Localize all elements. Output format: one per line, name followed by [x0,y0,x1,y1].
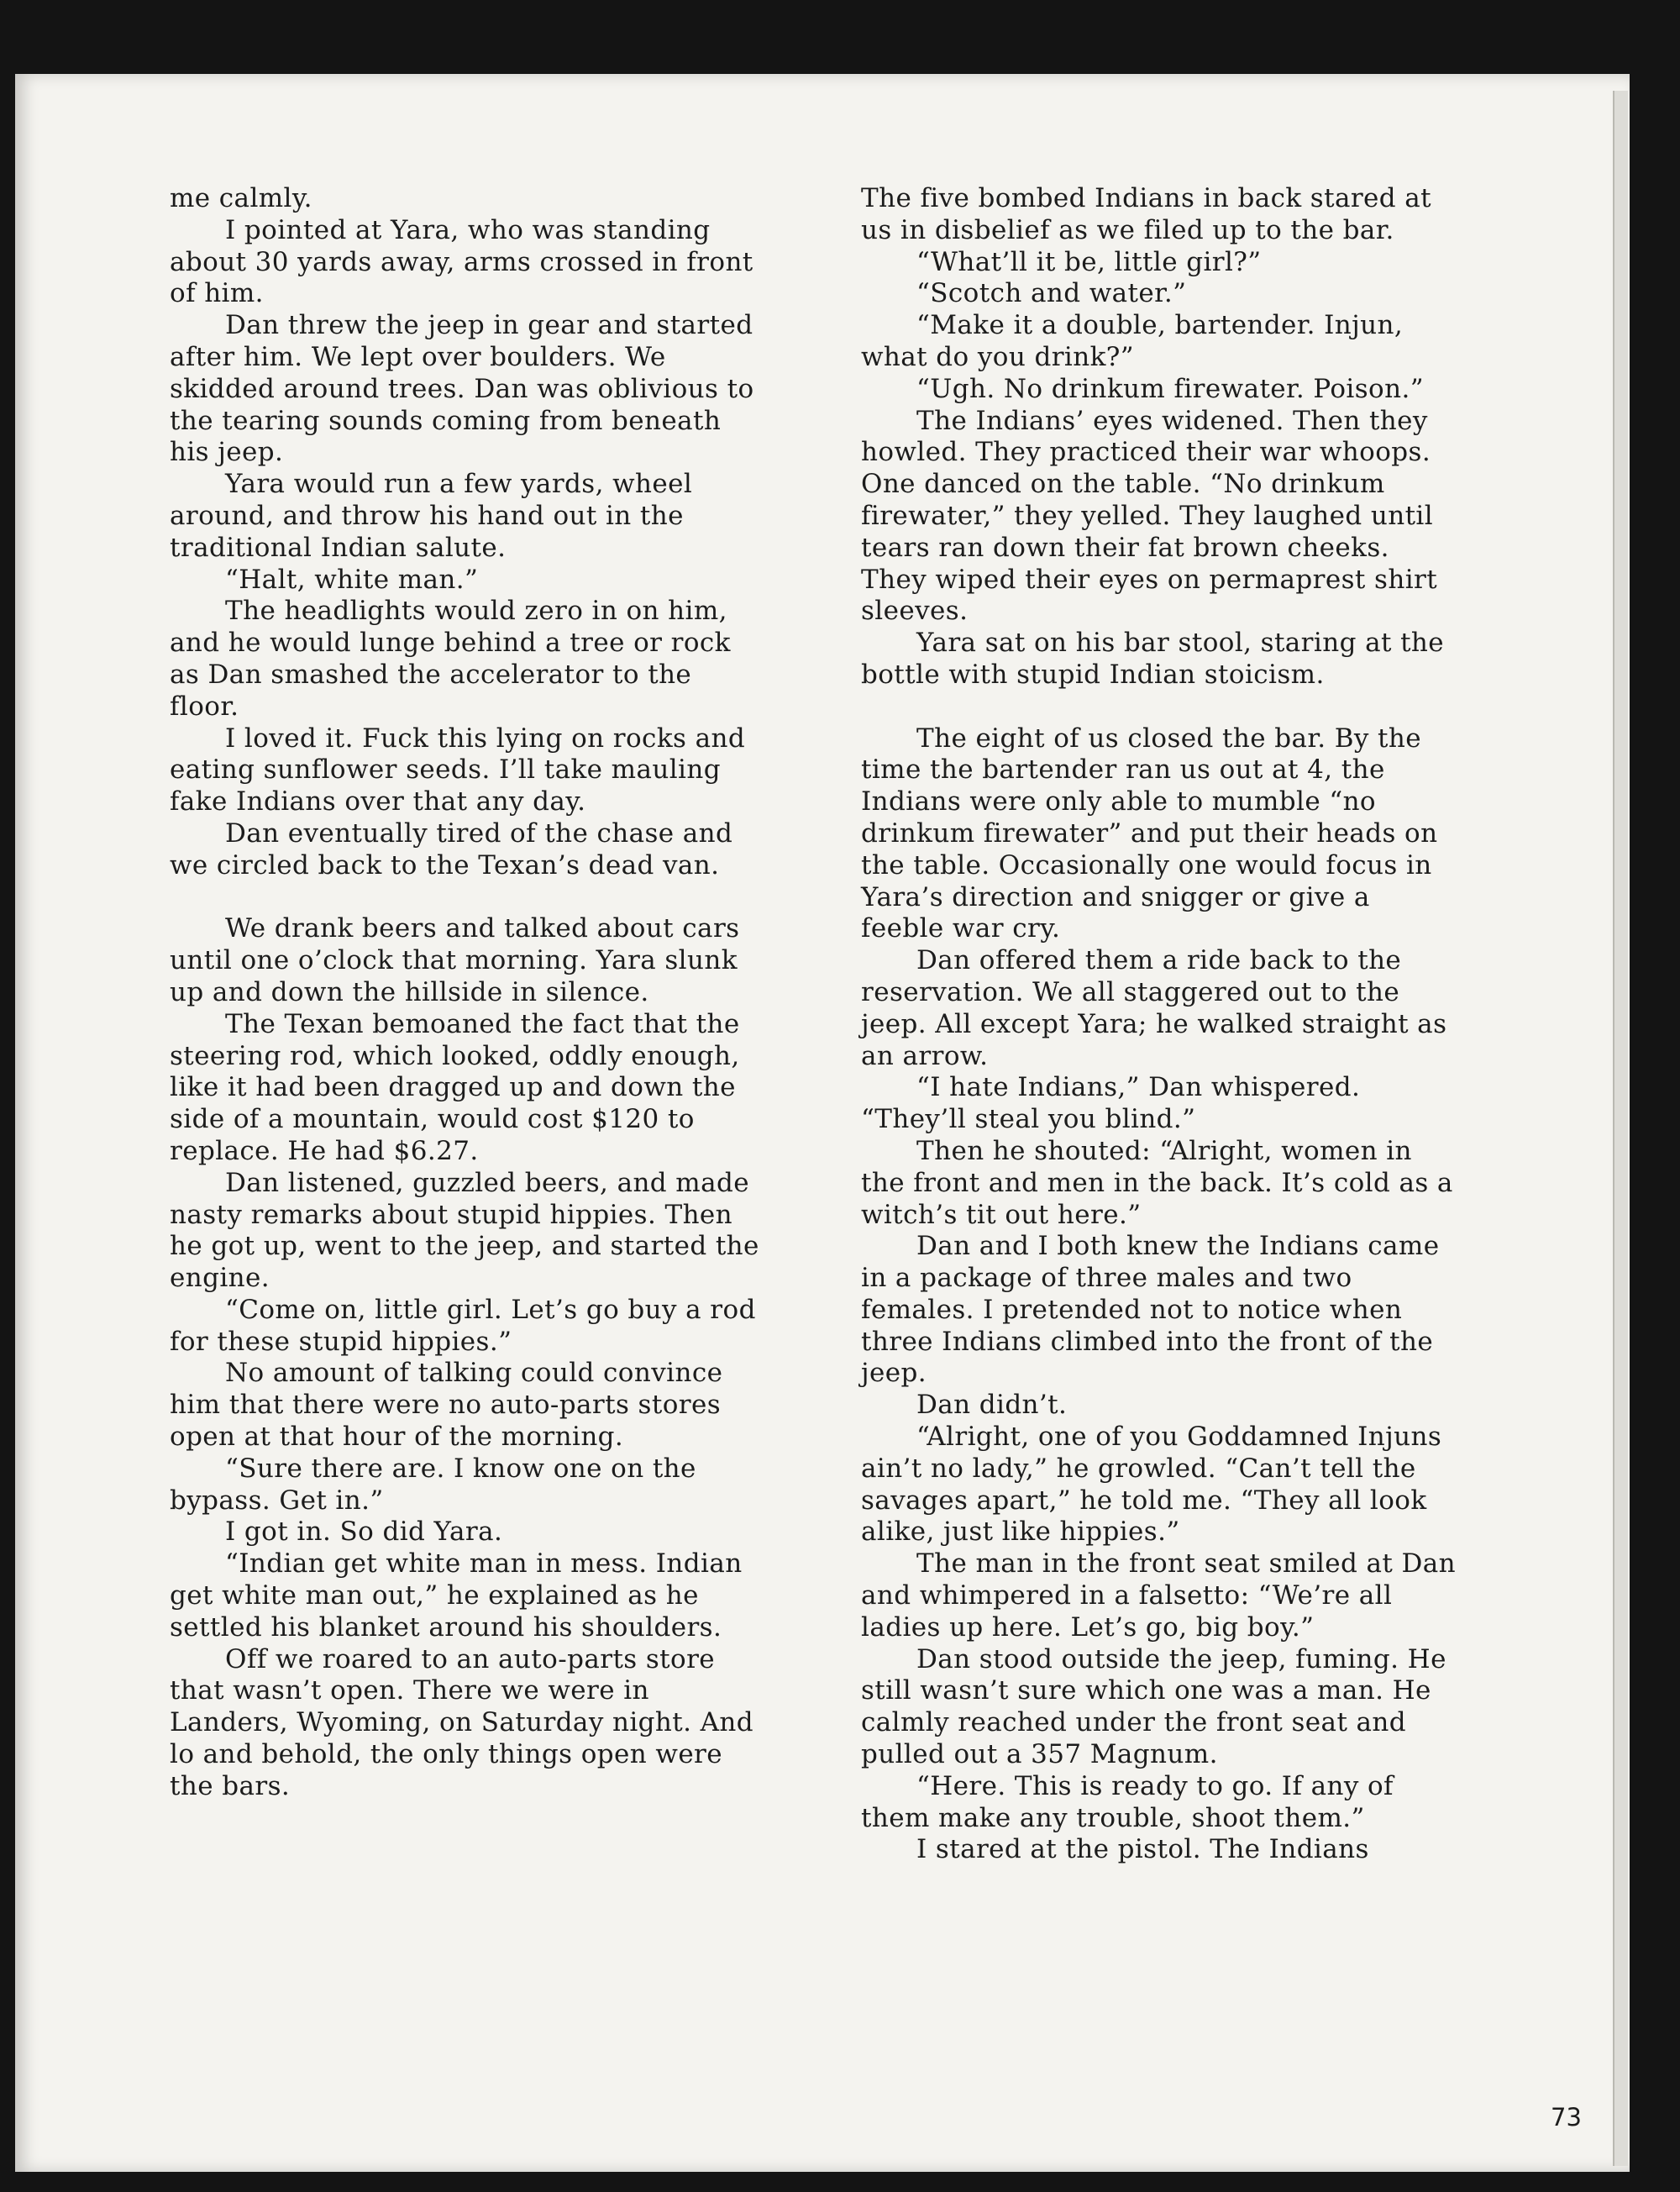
paragraph: No amount of talking could convince him that there were no auto-parts stores open at that hour of the morning. [170,1358,723,1453]
paragraph: Yara would run a few yards, wheel around, and throw his hand out in the traditional Indian salute. [170,469,693,563]
paragraph: “I hate Indians,” Dan whispered. “They’ll steal you blind.” [861,1072,1361,1135]
paragraph: “Indian get white man in mess. Indian get white man out,” he explained as he settled his blanket around his shoulders. [170,1548,743,1643]
paragraph: “Make it a double, bartender. Injun, what do you drink?” [861,310,1404,372]
paragraph: The Texan bemoaned the fact that the steering rod, which looked, oddly enough, like it had been dragged up and down the side of a mountain, would cost $120 to replace. He had $6.27. [170,1008,740,1166]
paragraph: Dan listened, guzzled beers, and made nasty remarks about stupid hippies. Then he got up, went to the jeep, and started the engine. [170,1167,759,1294]
paragraph: I stared at the pistol. The Indians [916,1834,1369,1865]
paragraph: Off we roared to an auto-parts store that wasn’t open. There we were in Landers, Wyoming, on Saturday night. And lo and behold, the only things open were the bars. [170,1643,754,1801]
paragraph: I loved it. Fuck this lying on rocks and eating sunflower seeds. I’ll take mauling fake Indians over that any day. [170,723,746,817]
paragraph: me calmly. [170,183,312,213]
paragraph: The man in the front seat smiled at Dan and whimpered in a falsetto: “We’re all ladies up here. Let’s go, big boy.” [861,1548,1457,1643]
paragraph: Dan offered them a ride back to the reservation. We all staggered out to the jeep. All except Yara; he walked straight as an arrow. [861,945,1447,1071]
right-column [861,183,1457,1866]
paragraph: Dan threw the jeep in gear and started after him. We lept over boulders. We skidded around trees. Dan was oblivious to the tearing sounds coming from beneath his jeep. [170,310,754,468]
paragraph: The headlights would zero in on him, and he would lunge behind a tree or rock as Dan smashed the accelerator to the floor. [170,596,731,722]
paragraph: We drank beers and talked about cars until one o’clock that morning. Yara slunk up and down the hillside in silence. [170,913,740,1007]
paragraph: “Scotch and water.” [916,278,1187,309]
paragraph: The five bombed Indians in back stared at us in disbelief as we filed up to the bar. [861,183,1432,245]
paragraph: “Ugh. No drinkum firewater. Poison.” [916,373,1424,404]
paragraph: “Here. This is ready to go. If any of them make any trouble, shoot them.” [861,1770,1394,1833]
paragraph: Yara sat on his bar stool, staring at the bottle with stupid Indian stoicism. [861,628,1445,690]
paragraph: Dan and I both knew the Indians came in a package of three males and two females. I pretended not to notice when three Indians climbed into the front of the jeep. [861,1231,1440,1389]
page-edge [1613,91,1628,2166]
paragraph: The eight of us closed the bar. By the time the bartender ran us out at 4, the Indians were only able to mumble “no drinkum firewater” and put their heads on the table. Occasionally one would focus in Yara’s direction and snigger or give a feeble war cry. [861,723,1438,944]
paragraph: “Alright, one of you Goddamned Injuns ain’t no lady,” he growled. “Can’t tell the savages apart,” he told me. “They all look alike, just like hippies.” [861,1422,1442,1548]
paragraph: Dan eventually tired of the chase and we circled back to the Texan’s dead van. [170,817,733,880]
paragraph: “What’ll it be, little girl?” [916,246,1262,277]
paragraph: The Indians’ eyes widened. Then they howled. They practiced their war whoops. One danced on the table. “No drinkum firewater,” they yelled. They laughed until tears ran down their fat brown cheeks. They wiped their eyes on permaprest shirt sleeves. [861,405,1438,627]
paragraph: Dan didn’t. [916,1390,1068,1421]
paragraph: I got in. So did Yara. [225,1517,503,1548]
left-column [170,183,766,1803]
paragraph: “Halt, white man.” [225,564,479,595]
paragraph: “Sure there are. I know one on the bypass. Get in.” [170,1453,696,1516]
paragraph: Then he shouted: “Alright, women in the front and men in the back. It’s cold as a witch’s tit out here.” [861,1135,1453,1230]
paragraph: “Come on, little girl. Let’s go buy a rod for these stupid hippies.” [170,1294,756,1357]
page-number: 73 [1551,2103,1582,2132]
paragraph: I pointed at Yara, who was standing about 30 yards away, arms crossed in front of him. [170,214,753,309]
paragraph: Dan stood outside the jeep, fuming. He still wasn’t sure which one was a man. He calmly reached under the front seat and pulled out a 357 Magnum. [861,1643,1446,1770]
